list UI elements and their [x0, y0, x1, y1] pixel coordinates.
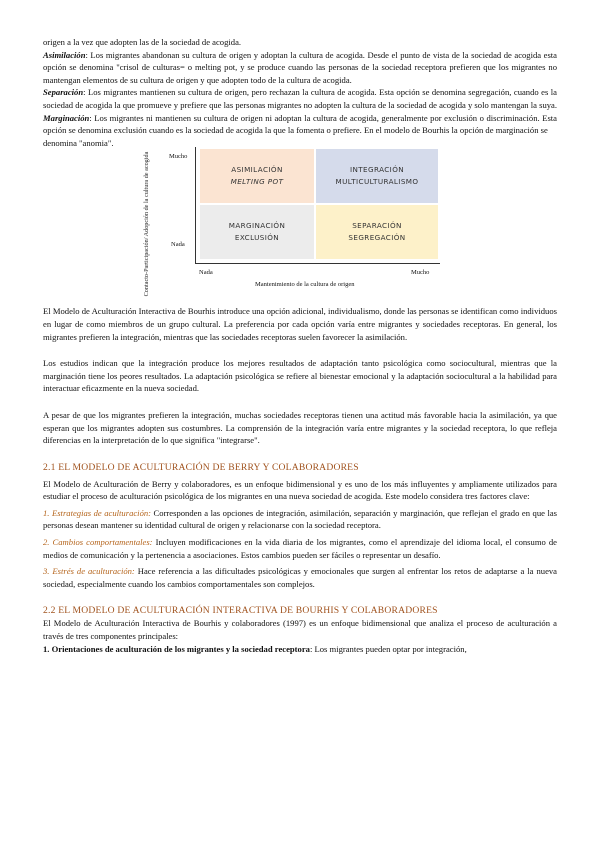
cell-integracion-sub: MULTICULTURALISMO	[335, 177, 419, 187]
factor-2-label: 2. Cambios comportamentales:	[43, 537, 153, 548]
factor-3-text: Hace referencia a las dificultades psicológicas y emocionales que surgen al enfrentar los retos de adaptarse a la nueva sociedad, especialmente cuando los cambios comportamentales son complejos.	[43, 566, 557, 589]
heading-2-1: 2.1 EL MODELO DE ACULTURACIÓN DE BERRY Y COLABORADORES	[43, 461, 359, 473]
text-separacion: : Los migrantes mantienen su cultura de origen, pero rechazan la cultura de acogida. Esta opción se denomina segregación, cuando es la sociedad de acogida la que promueve y prefiere que las personas migrantes no adopten la cultura de la sociedad de acogida y solo mantengan la suya.	[43, 87, 558, 110]
paragraph-pesar: A pesar de que los migrantes prefieren la integración, muchas sociedades receptoras tienen una actitud más favorable hacia la asimilación, ya que esperan que los migrantes adopten sus costumbres. La comprensión de la integración varía entre migrantes y la sociedad receptora, lo que refleja diferencias en la interpretación de lo que significa "integrarse".	[43, 409, 557, 446]
factor-1-label: 1. Estrategias de aculturación:	[43, 507, 152, 518]
factor-3-label: 3. Estrés de aculturación:	[43, 566, 135, 577]
cell-marginacion	[200, 205, 314, 259]
term-separacion: Separación	[43, 87, 84, 98]
cell-separacion-sub: SEGREGACIÓN	[348, 233, 406, 243]
cell-marginacion-title: MARGINACIÓN	[228, 221, 286, 231]
acculturation-figure	[143, 152, 443, 297]
item-1-label: Orientaciones de aculturación de los migrantes y la sociedad receptora	[51, 643, 310, 654]
paragraph-2-2: El Modelo de Aculturación Interactiva de Bourhis y colaboradores (1997) es un enfoque bidimensional que analiza el proceso de aculturación a través de tres componentes principales:	[43, 618, 557, 642]
cell-asimilacion	[200, 149, 314, 203]
marginacion-last-line: denomina "anomia".	[43, 137, 114, 148]
paragraph-separacion	[43, 86, 557, 111]
quadrant-grid	[195, 147, 440, 264]
factor-1-text: Corresponden a las opciones de integración, asimilación, separación y marginación, que reflejan el grado en que las personas desean mantener su identidad cultural de origen y relacionarse con la sociedad receptora.	[43, 507, 557, 531]
x-low-label: Nada	[199, 269, 213, 277]
text-marginacion: : Los migrantes ni mantienen su cultura de origen ni adoptan la cultura de acogida, generalmente por exclusión o discriminación. Esta opción se denomina exclusión cuando es la sociedad de acogida la que la fomenta o prefiere. En el modelo de Bourhis la opción de marginación se	[43, 112, 557, 136]
factor-1	[43, 507, 557, 532]
y-high-label: Mucho	[169, 153, 188, 161]
text-asimilacion: : Los migrantes abandonan su cultura de origen y adoptan la cultura de acogida. Desde el punto de vista de la sociedad de acogida esta opción se denomina "crisol de culturas= o melting pot, y se produce cuando las personas de la sociedad receptora prefieren que los migrantes no mantengan elementos de su cultura de origen y que adopten todo de la cultura de acogida.	[43, 49, 557, 85]
paragraph-asimilacion	[43, 49, 557, 87]
factor-2-text: Incluyen modificaciones en la vida diaria de los migrantes, como el aprendizaje del idioma local, el consumo de medios de comunicación y la pertenencia a asociaciones. Estos cambios pueden ser fáciles o representar un desafío.	[43, 537, 558, 560]
y-low-label: Nada	[171, 241, 185, 249]
factor-2	[43, 536, 557, 561]
cell-asimilacion-sub: MELTING POT	[230, 177, 284, 187]
item-1-text: : Los migrantes pueden optar por integración,	[309, 643, 467, 654]
paragraph-berry: El Modelo de Aculturación de Berry y colaboradores, es un enfoque bidimensional y es uno de los más influyentes y ampliamente utilizados para estudiar el proceso de aculturación psicológica de los migrantes en una nueva sociedad de acogida. Este modelo considera tres factores clave:	[43, 478, 557, 502]
cell-marginacion-sub: EXCLUSIÓN	[234, 233, 280, 243]
y-axis-label: Contacto-Participación/ Adopción de la cultura de acogida	[143, 152, 150, 297]
cell-asimilacion-title: ASIMILACIÓN	[231, 165, 283, 175]
term-marginacion: Marginación	[43, 112, 90, 123]
cell-integracion-title: INTEGRACIÓN	[349, 165, 405, 175]
heading-2-2: 2.2 EL MODELO DE ACULTURACIÓN INTERACTIVA DE BOURHIS Y COLABORADORES	[43, 605, 438, 617]
item-1-number: 1.	[43, 643, 52, 654]
paragraph-bourhis: El Modelo de Aculturación Interactiva de Bourhis introduce una opción adicional, individualismo, donde las personas se identifican como individuos en lugar de como miembros de un grupo cultural. La preferencia por cada opción varía entre migrantes y sociedades receptoras. En general, los migrantes prefieren la integración, mientras que las sociedades receptoras suelen favorecer la asimilación.	[43, 306, 557, 342]
intro-line: origen a la vez que adopten las de la sociedad de acogida.	[43, 37, 242, 47]
cell-separacion	[316, 205, 438, 259]
x-axis-label: Mantenimiento de la cultura de origen	[255, 281, 355, 289]
paragraph-estudios: Los estudios indican que la integración produce los mejores resultados de adaptación tanto psicológica como sociocultural, mientras que la marginación tiene los peores resultados. La adaptación psicológica se refiere al bienestar emocional y la adaptación sociocultural a la habilidad para interactuar eficazmente en la nueva sociedad.	[43, 358, 557, 394]
factor-3	[43, 565, 557, 590]
document-page	[43, 36, 557, 655]
x-high-label: Mucho	[411, 269, 430, 277]
cell-separacion-title: SEPARACIÓN	[352, 221, 402, 231]
cell-integracion	[316, 149, 438, 203]
list-item-1	[43, 643, 557, 656]
paragraph-marginacion	[43, 112, 557, 137]
term-asimilacion: Asimilación	[43, 49, 86, 60]
